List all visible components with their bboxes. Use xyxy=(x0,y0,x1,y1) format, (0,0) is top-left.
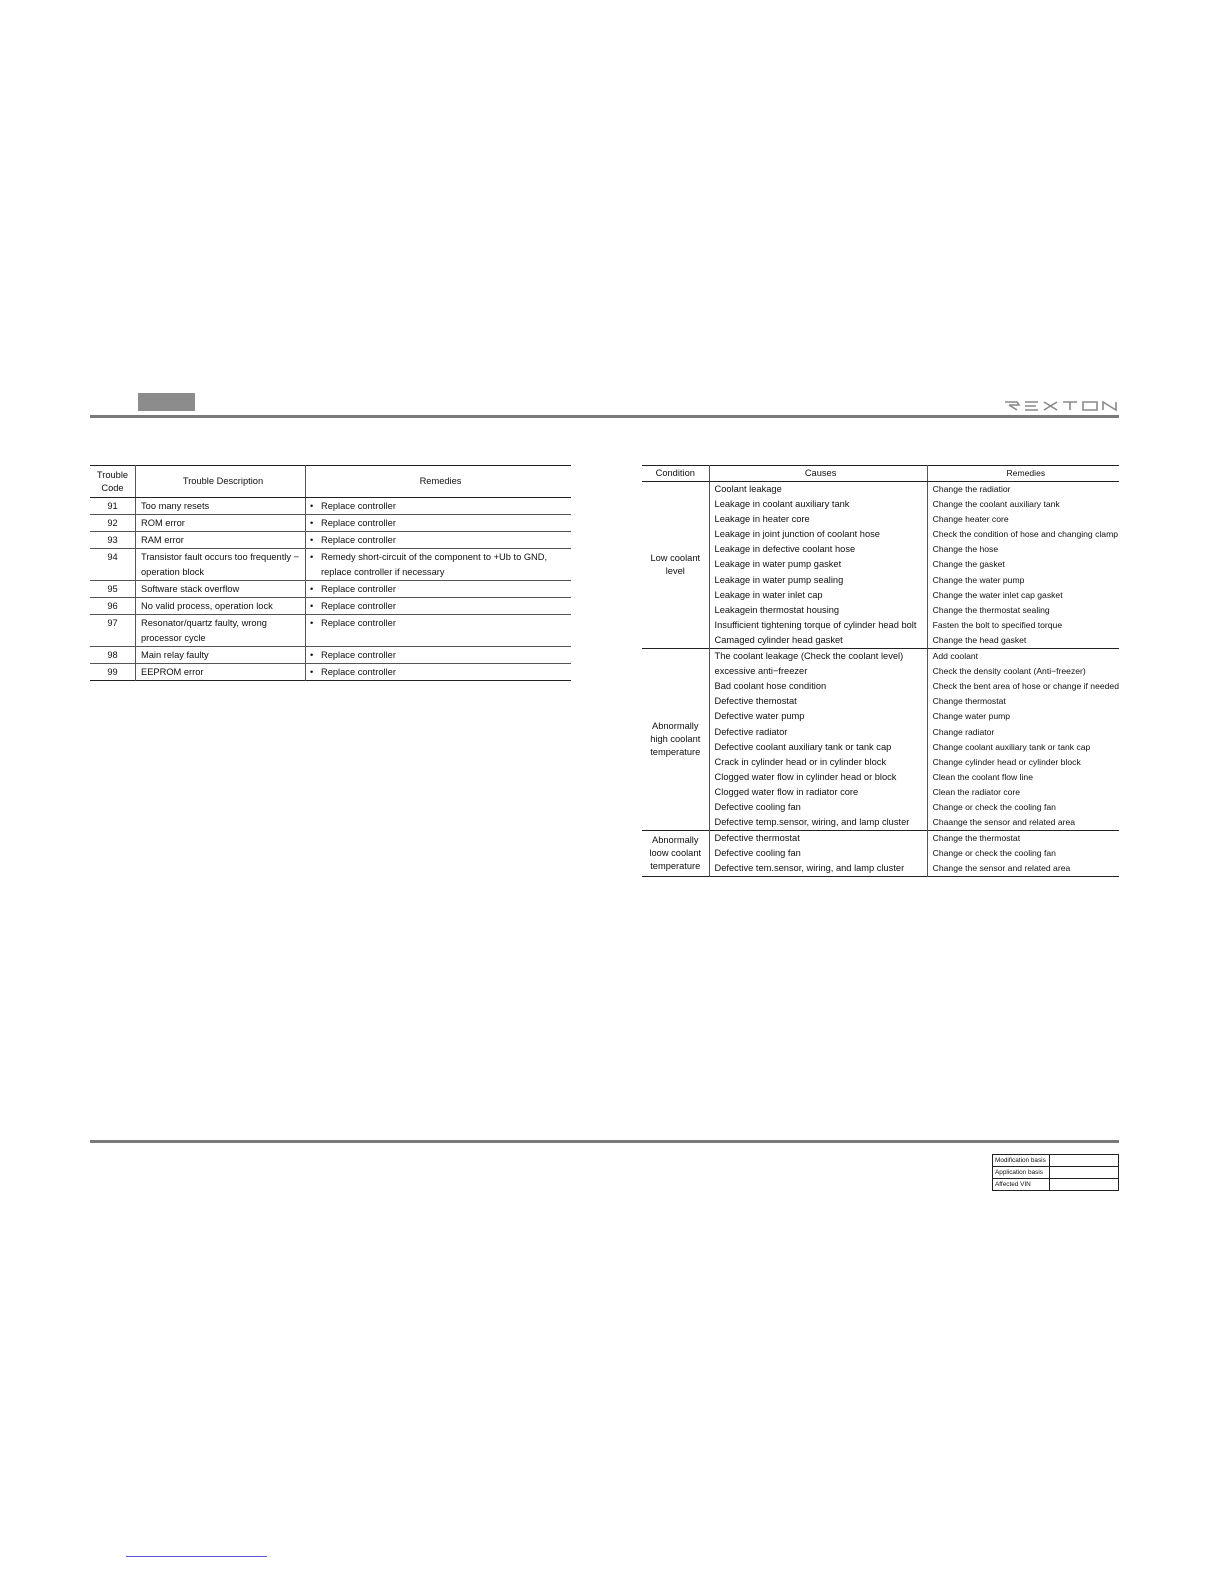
remedy-cell: Change the hose xyxy=(932,544,999,555)
footer-rule xyxy=(90,1140,1119,1143)
remedy-cell: Change the coolant auxiliary tank xyxy=(932,499,1060,510)
trouble-description: Software stack overflow xyxy=(136,581,306,598)
coolant-row xyxy=(642,542,1119,557)
coolant-row xyxy=(642,861,1119,877)
remedy-cell: Change the thermostat xyxy=(927,831,1119,847)
coolant-row xyxy=(642,512,1119,527)
trouble-remedy: Replace controller xyxy=(321,535,396,545)
cause-cell: Coolant leakage xyxy=(709,482,927,498)
remedy-cell: Change or check the cooling fan xyxy=(932,848,1056,859)
trouble-code: 97 xyxy=(90,615,136,647)
trouble-description: No valid process, operation lock xyxy=(136,598,306,615)
coolant-row xyxy=(642,588,1119,603)
trouble-description: EEPROM error xyxy=(136,664,306,681)
bottom-link-underline xyxy=(126,1556,267,1557)
bullet-icon: • xyxy=(310,601,314,611)
bullet-icon: • xyxy=(310,535,314,545)
remedy-cell: Change the water pump xyxy=(932,574,1025,585)
header-remedies: Remedies xyxy=(306,466,572,498)
coolant-row xyxy=(642,800,1119,815)
trouble-remedy: Replace controller xyxy=(321,601,396,611)
coolant-row xyxy=(642,557,1119,572)
cause-cell: Defective water pump xyxy=(709,709,927,724)
cause-cell: Leakage in water pump gasket xyxy=(709,557,927,572)
cause-cell: Leakagein thermostat housing xyxy=(709,603,927,618)
trouble-description: Resonator/quartz faulty, wrong processor cycle xyxy=(136,615,306,647)
trouble-description: ROM error xyxy=(136,515,306,532)
coolant-row xyxy=(642,664,1119,679)
remedy-cell: Add coolant xyxy=(927,649,1119,665)
bullet-icon: • xyxy=(310,552,314,562)
trouble-remedy-cell xyxy=(306,664,572,681)
trouble-code: 99 xyxy=(90,664,136,681)
remedy-cell: Change cylinder head or cylinder block xyxy=(932,756,1081,767)
header-tab xyxy=(138,393,195,411)
cause-cell: Camaged cylinder head gasket xyxy=(709,633,927,649)
revision-info-value xyxy=(1050,1167,1119,1179)
revision-info-label: Modification basis xyxy=(993,1155,1050,1167)
remedy-cell: Check the density coolant (Anti−freezer) xyxy=(932,666,1086,677)
cause-cell: Insufficient tightening torque of cylinder head bolt xyxy=(709,618,927,633)
trouble-remedy-cell xyxy=(306,615,572,647)
remedy-cell: Change radiator xyxy=(932,726,995,737)
trouble-remedy-cell xyxy=(306,647,572,664)
trouble-row xyxy=(90,532,571,549)
remedy-bullet-item xyxy=(310,550,571,580)
cause-cell: Leakage in defective coolant hose xyxy=(709,542,927,557)
cause-cell: Crack in cylinder head or in cylinder block xyxy=(709,755,927,770)
trouble-remedy-cell xyxy=(306,581,572,598)
trouble-code: 92 xyxy=(90,515,136,532)
cause-cell: Defective cooling fan xyxy=(709,800,927,815)
coolant-row xyxy=(642,497,1119,512)
remedy-bullet-item xyxy=(310,582,571,597)
coolant-row xyxy=(642,709,1119,724)
header-rule xyxy=(90,415,1119,418)
header-trouble-description: Trouble Description xyxy=(136,466,306,498)
trouble-remedy: Replace controller xyxy=(321,650,396,660)
coolant-row xyxy=(642,815,1119,831)
remedy-bullet-item xyxy=(310,648,571,663)
cause-cell: Clogged water flow in radiator core xyxy=(709,785,927,800)
remedy-bullet-item xyxy=(310,665,571,680)
trouble-row xyxy=(90,615,571,647)
coolant-row xyxy=(642,573,1119,588)
coolant-table-header xyxy=(642,466,1119,482)
trouble-row xyxy=(90,581,571,598)
header-trouble-code: Trouble Code xyxy=(90,466,136,498)
coolant-row xyxy=(642,527,1119,542)
cause-cell: Leakage in water pump sealing xyxy=(709,573,927,588)
trouble-row xyxy=(90,515,571,532)
trouble-code: 94 xyxy=(90,549,136,581)
coolant-troubleshooting-table xyxy=(642,465,1119,877)
trouble-description: Transistor fault occurs too frequently − operation block xyxy=(136,549,306,581)
remedy-cell: Change the water inlet cap gasket xyxy=(932,589,1063,600)
remedy-bullet-item xyxy=(310,516,571,531)
revision-info-box xyxy=(992,1154,1119,1191)
revision-info-row xyxy=(993,1155,1119,1167)
cause-cell: Leakage in coolant auxiliary tank xyxy=(709,497,927,512)
cause-cell: Defective cooling fan xyxy=(709,846,927,861)
header-condition: Condition xyxy=(642,466,709,482)
cause-cell: Leakage in water inlet cap xyxy=(709,588,927,603)
trouble-code: 98 xyxy=(90,647,136,664)
remedy-cell: Change the sensor and related area xyxy=(932,863,1071,874)
coolant-row xyxy=(642,740,1119,755)
cause-cell: Clogged water flow in cylinder head or block xyxy=(709,770,927,785)
trouble-code-table xyxy=(90,465,571,681)
cause-cell: Defective temp.sensor, wiring, and lamp cluster xyxy=(709,815,927,831)
coolant-row xyxy=(642,785,1119,800)
remedy-cell: Change the head gasket xyxy=(932,634,1027,645)
remedy-cell: Change water pump xyxy=(932,711,1011,722)
remedy-cell: Change or check the cooling fan xyxy=(932,801,1056,812)
coolant-row xyxy=(642,725,1119,740)
trouble-description: Too many resets xyxy=(136,498,306,515)
trouble-remedy: Replace controller xyxy=(321,618,396,628)
trouble-remedy-cell xyxy=(306,515,572,532)
cause-cell: The coolant leakage (Check the coolant level) xyxy=(709,649,927,665)
coolant-row xyxy=(642,770,1119,785)
coolant-row xyxy=(642,482,1119,498)
coolant-row xyxy=(642,694,1119,709)
trouble-remedy-cell xyxy=(306,498,572,515)
bullet-icon: • xyxy=(310,667,314,677)
coolant-row xyxy=(642,649,1119,665)
bullet-icon: • xyxy=(310,618,314,628)
header-causes: Causes xyxy=(709,466,927,482)
bullet-icon: • xyxy=(310,584,314,594)
coolant-row xyxy=(642,846,1119,861)
remedy-cell: Change the gasket xyxy=(932,559,1005,570)
remedy-cell: Change heater core xyxy=(932,514,1009,525)
condition-cell xyxy=(642,482,709,649)
trouble-remedy: Replace controller xyxy=(321,518,396,528)
trouble-remedy-cell xyxy=(306,532,572,549)
trouble-description: Main relay faulty xyxy=(136,647,306,664)
remedy-cell: Clean the radiator core xyxy=(932,786,1021,797)
remedy-cell: Check the condition of hose and changing clamp xyxy=(932,529,1119,540)
revision-info-row xyxy=(993,1179,1119,1191)
brand-logo xyxy=(1003,399,1119,413)
condition-label: Abnormally loow coolant temperature xyxy=(649,835,702,872)
coolant-row xyxy=(642,603,1119,618)
remedy-bullet-item xyxy=(310,533,571,548)
revision-info-value xyxy=(1050,1179,1119,1191)
trouble-code: 95 xyxy=(90,581,136,598)
trouble-row xyxy=(90,664,571,681)
remedy-cell: Change coolant auxiliary tank or tank cap xyxy=(932,741,1091,752)
trouble-code: 91 xyxy=(90,498,136,515)
cause-cell: Leakage in joint junction of coolant hose xyxy=(709,527,927,542)
coolant-row xyxy=(642,633,1119,649)
remedy-cell: Chaange the sensor and related area xyxy=(932,817,1076,828)
trouble-row xyxy=(90,598,571,615)
trouble-row xyxy=(90,647,571,664)
remedy-cell: Change the thermostat sealing xyxy=(932,604,1050,615)
trouble-description: RAM error xyxy=(136,532,306,549)
revision-info-label: Application basis xyxy=(993,1167,1050,1179)
remedy-cell: Check the bent area of hose or change if needed xyxy=(932,681,1119,692)
remedy-cell: Change the radiatior xyxy=(927,482,1119,498)
coolant-row xyxy=(642,618,1119,633)
cause-cell: Defective radiator xyxy=(709,725,927,740)
remedy-bullet-item xyxy=(310,616,571,631)
cause-cell: Leakage in heater core xyxy=(709,512,927,527)
revision-info-row xyxy=(993,1167,1119,1179)
condition-cell xyxy=(642,649,709,831)
condition-label: Abnormally high coolant temperature xyxy=(650,721,701,758)
trouble-remedy: Replace controller xyxy=(321,501,396,511)
remedy-cell: Change thermostat xyxy=(932,696,1006,707)
remedy-bullet-item xyxy=(310,499,571,514)
trouble-remedy: Replace controller xyxy=(321,584,396,594)
bullet-icon: • xyxy=(310,650,314,660)
trouble-remedy-cell xyxy=(306,598,572,615)
cause-cell: Bad coolant hose condition xyxy=(709,679,927,694)
remedy-bullet-item xyxy=(310,599,571,614)
condition-label: Low coolant level xyxy=(650,553,701,577)
trouble-remedy: Remedy short-circuit of the component to +Ub to GND, replace controller if necessary xyxy=(321,552,548,577)
coolant-row xyxy=(642,755,1119,770)
trouble-code: 93 xyxy=(90,532,136,549)
coolant-row xyxy=(642,679,1119,694)
cause-cell: Defective themostat xyxy=(709,694,927,709)
revision-info-value xyxy=(1050,1155,1119,1167)
revision-info-label: Affected VIN xyxy=(993,1179,1050,1191)
condition-cell xyxy=(642,831,709,877)
header-coolant-remedies: Remedies xyxy=(927,466,1119,482)
remedy-cell: Clean the coolant flow line xyxy=(932,771,1033,782)
trouble-code: 96 xyxy=(90,598,136,615)
cause-cell: Defective thermostat xyxy=(709,831,927,847)
cause-cell: excessive anti−freezer xyxy=(709,664,927,679)
cause-cell: Defective tem.sensor, wiring, and lamp cluster xyxy=(709,861,927,877)
coolant-row xyxy=(642,831,1119,847)
trouble-row xyxy=(90,498,571,515)
bullet-icon: • xyxy=(310,501,314,511)
trouble-remedy-cell xyxy=(306,549,572,581)
bullet-icon: • xyxy=(310,518,314,528)
trouble-table-header xyxy=(90,466,571,498)
cause-cell: Defective coolant auxiliary tank or tank cap xyxy=(709,740,927,755)
trouble-remedy: Replace controller xyxy=(321,667,396,677)
trouble-row xyxy=(90,549,571,581)
remedy-cell: Fasten the bolt to specified torque xyxy=(932,619,1063,630)
